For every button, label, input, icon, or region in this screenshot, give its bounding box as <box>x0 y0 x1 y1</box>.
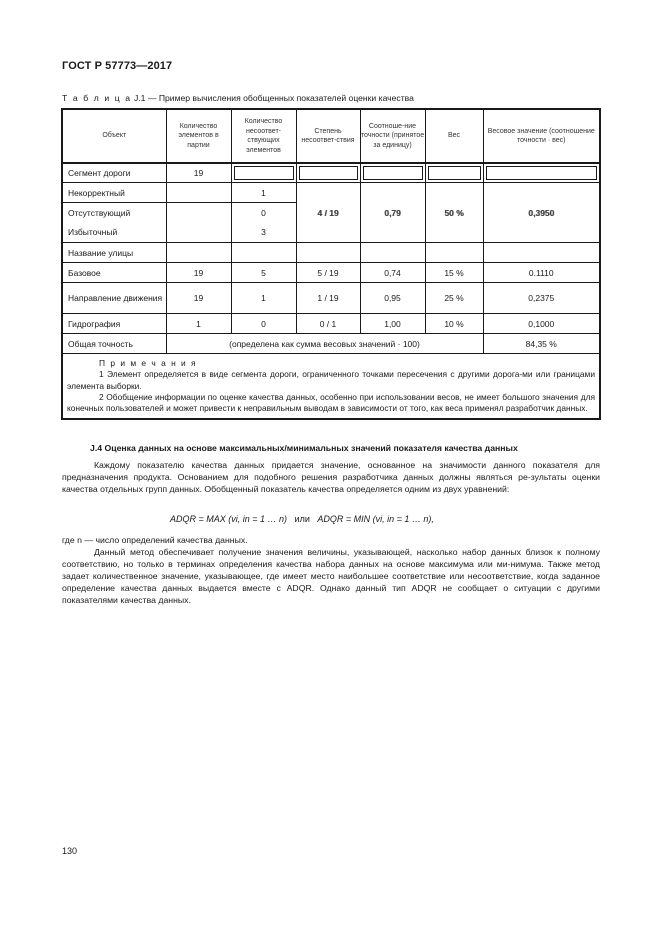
cell-name: Направление движения <box>62 283 166 314</box>
cell-total-value: 84,35 % <box>483 334 600 354</box>
header-degree: Степень несоответ-ствия <box>296 109 360 163</box>
cell-sub-nonconf: 1 <box>231 183 296 203</box>
cell-segment-name: Сегмент дороги <box>62 163 166 183</box>
table-row-street <box>62 243 600 263</box>
formula <box>170 514 434 524</box>
cell-merged-weight: 50 % <box>425 183 483 243</box>
note-2: 2 Обобщение информации по оценке качества данных, особенно при использовании весов, не имеет большого значения для конечных пользователей и может привести к неправильным выводам в зависимости от того, как веса применял разработчик данных. <box>67 391 595 414</box>
header-weight: Вес <box>425 109 483 163</box>
formula-min: ADQR = MIN (vi, in = 1 … n), <box>317 514 434 524</box>
cell-degree: 0 / 1 <box>296 314 360 334</box>
cell-nonconf: 5 <box>231 263 296 283</box>
cell-merged-ratio: 0,79 <box>360 183 425 243</box>
cell-merged-weighted: 0,3950 <box>483 183 600 243</box>
cell-street-name: Название улицы <box>62 243 166 263</box>
cell-count: 19 <box>166 263 231 283</box>
section-heading: J.4 Оценка данных на основе максимальных/минимальных значений показателя качества данных <box>90 443 518 453</box>
cell-segment-weighted <box>483 163 600 183</box>
note-1: 1 Элемент определяется в виде сегмента дороги, ограниченного точками пересечения с другими дорога-ми или границами элемента выборки. <box>67 369 595 391</box>
table-caption-prefix: Т а б л и ц а <box>62 93 132 103</box>
cell-weighted: 0,1000 <box>483 314 600 334</box>
table-header-row <box>62 109 600 163</box>
cell-nonconf: 0 <box>231 314 296 334</box>
table-row-segment <box>62 163 600 183</box>
formula-max: ADQR = MAX (vi, in = 1 … n) <box>170 514 288 524</box>
cell-sub-name: Отсутствующий <box>62 203 166 223</box>
cell-ratio: 0,95 <box>360 283 425 314</box>
cell-segment-ratio <box>360 163 425 183</box>
quality-table <box>61 108 601 420</box>
cell-sub-name: Избыточный <box>62 223 166 243</box>
header-weighted: Весовое значение (соотношение точности · вес) <box>483 109 600 163</box>
cell-weighted: 0,2375 <box>483 283 600 314</box>
cell-weight: 25 % <box>425 283 483 314</box>
where-line: где n — число определений качества данных. <box>62 535 248 545</box>
cell-name: Гидрография <box>62 314 166 334</box>
table-row <box>62 314 600 334</box>
table-row <box>62 283 600 314</box>
cell-segment-count: 19 <box>166 163 231 183</box>
page-number: 130 <box>62 846 78 856</box>
paragraph-2: Данный метод обеспечивает получение значения величины, указывающей, насколько набор данных близок к полному соответствию, но только в терминах определения качества набора данных на основе максимума или ми-нимума. Также метод задает количественное значение, указывающее, где имеет место наибольшее соответствие или несоответствие, когда заданное определение качества данных выдается вместе с ADQR. Однако данный тип ADQR не сообщает о ситуации с другими показателями качества данных. <box>62 547 600 605</box>
cell-segment-weight <box>425 163 483 183</box>
cell-sub-count <box>166 183 231 203</box>
cell-count: 19 <box>166 283 231 314</box>
header-ratio: Соотноше-ние точности (принятое за единицу) <box>360 109 425 163</box>
cell-segment-degree <box>296 163 360 183</box>
cell-weighted: 0.1110 <box>483 263 600 283</box>
cell-weight: 15 % <box>425 263 483 283</box>
table-notes <box>62 354 600 420</box>
cell-count: 1 <box>166 314 231 334</box>
cell-sub-count <box>166 203 231 223</box>
header-count: Количество элементов в партии <box>166 109 231 163</box>
header-object: Объект <box>62 109 166 163</box>
formula-or: или <box>294 514 310 524</box>
cell-degree: 5 / 19 <box>296 263 360 283</box>
cell-degree: 1 / 19 <box>296 283 360 314</box>
paragraph-1: Каждому показателю качества данных придается значение, основанное на значимости данного показателя для предназначения продукта. Основанием для подобного решения разработчика данных должны являться ре-зультаты оценки качества отдельных групп данных. Обобщенный показатель качества определяется одним из двух уравнений: <box>62 460 600 494</box>
cell-sub-name: Некорректный <box>62 183 166 203</box>
cell-total-description: (определена как сумма весовых значений · 100) <box>166 334 483 354</box>
table-row <box>62 263 600 283</box>
table-row-sub <box>62 183 600 203</box>
header-nonconf: Количество несоответ-ствующих элементов <box>231 109 296 163</box>
cell-total-name: Общая точность <box>62 334 166 354</box>
cell-ratio: 1,00 <box>360 314 425 334</box>
cell-segment-nonconf <box>231 163 296 183</box>
cell-merged-degree: 4 / 19 <box>296 183 360 243</box>
notes-title: П р и м е ч а н и я <box>99 358 198 368</box>
cell-nonconf: 1 <box>231 283 296 314</box>
cell-sub-nonconf: 0 <box>231 203 296 223</box>
document-code: ГОСТ Р 57773—2017 <box>62 60 173 72</box>
table-row-total <box>62 334 600 354</box>
cell-sub-count <box>166 223 231 243</box>
cell-ratio: 0,74 <box>360 263 425 283</box>
cell-weight: 10 % <box>425 314 483 334</box>
table-caption-text: J.1 — Пример вычисления обобщенных показателей оценки качества <box>131 93 414 103</box>
cell-name: Базовое <box>62 263 166 283</box>
table-caption <box>62 93 414 103</box>
cell-sub-nonconf: 3 <box>231 223 296 243</box>
table-notes-row <box>62 354 600 420</box>
